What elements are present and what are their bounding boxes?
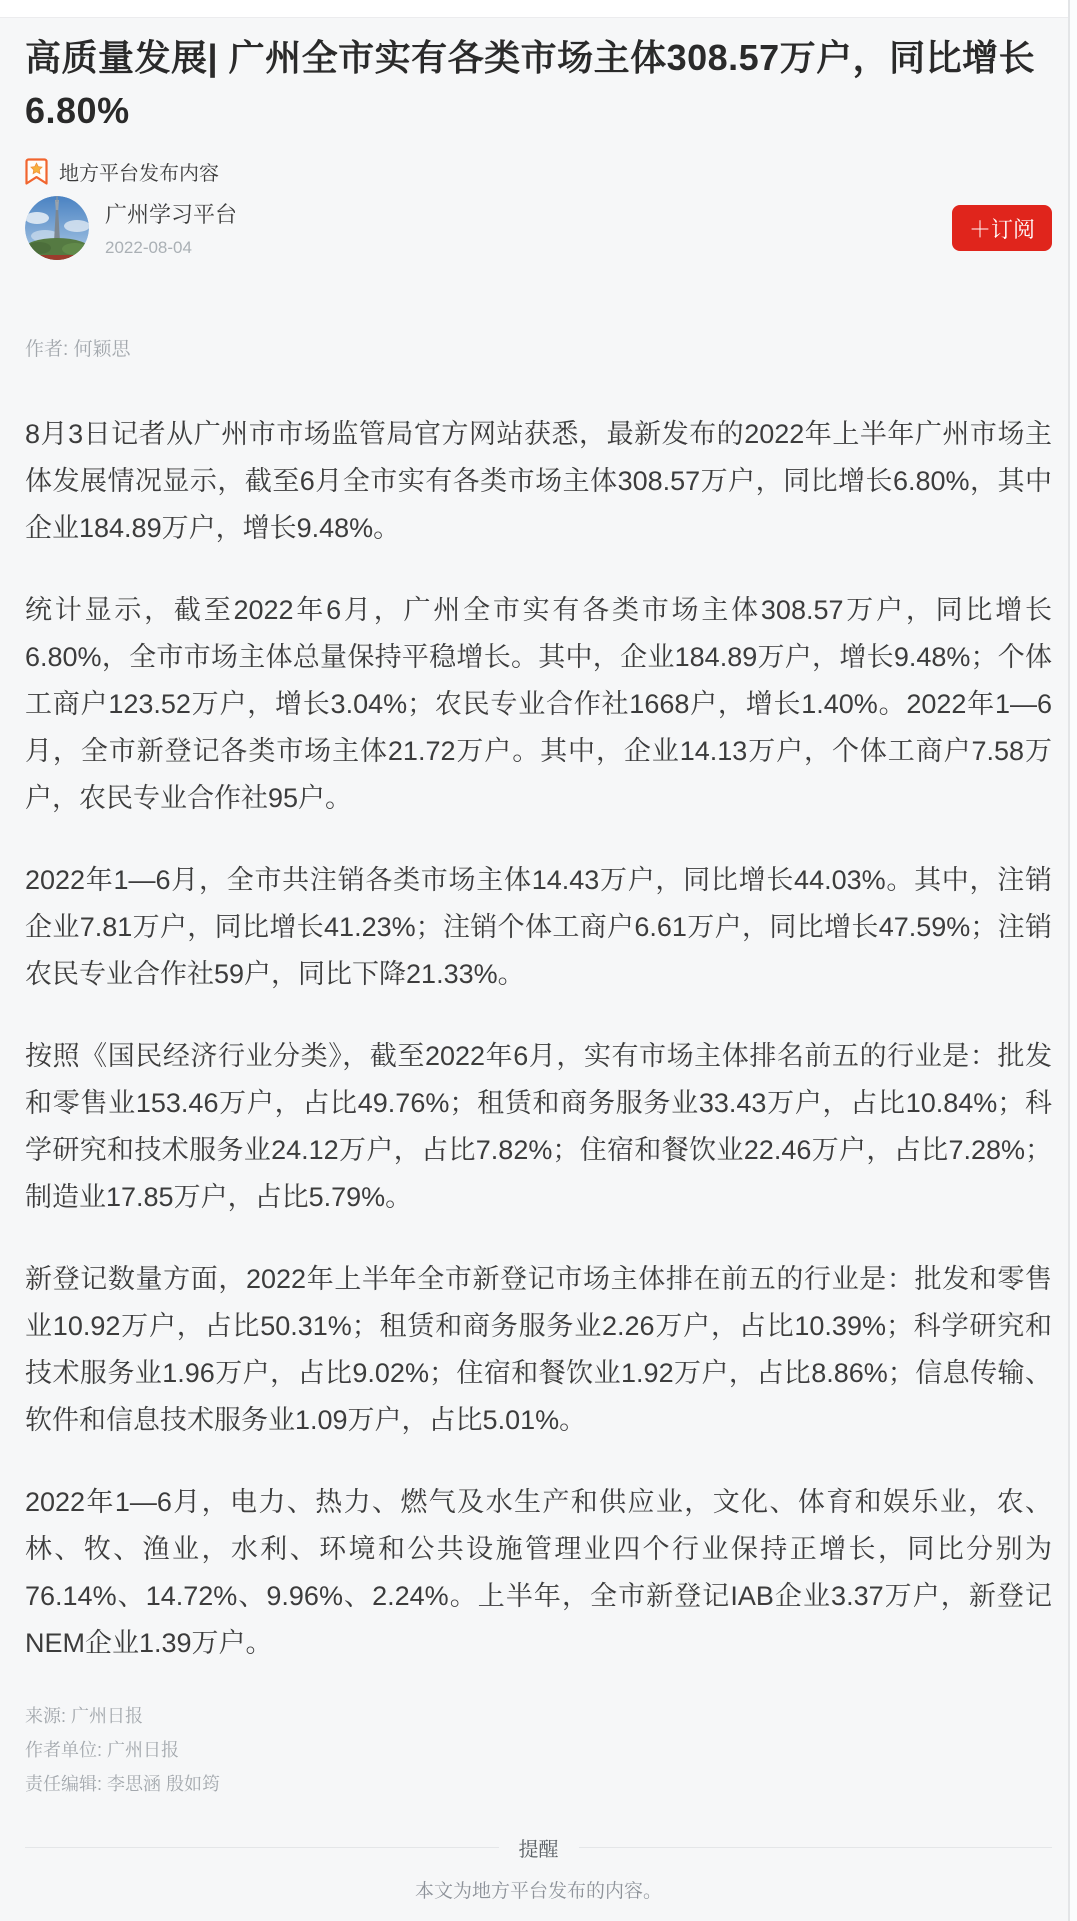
paragraph-3: 2022年1—6月，全市共注销各类市场主体14.43万户，同比增长44.03%。其中，注销企业7.81万户，同比增长41.23%；注销个体工商户6.61万户，同比增长47.59%；注销农民专业合作社59户，同比下降21.33%。 bbox=[25, 865, 1052, 989]
source-line: 来源: 广州日报 bbox=[25, 1706, 144, 1726]
platform-badge bbox=[25, 157, 1052, 186]
page-title: 高质量发展| 广州全市实有各类市场主体308.57万户，同比增长6.80% bbox=[25, 37, 1036, 131]
subscribe-button[interactable]: ＋订阅 bbox=[952, 205, 1052, 251]
paragraph-1: 8月3日记者从广州市市场监管局官方网站获悉，最新发布的2022年上半年广州市场主体发展情况显示，截至6月全市实有各类市场主体308.57万户，同比增长6.80%，其中企业184.89万户，增长9.48%。 bbox=[25, 419, 1052, 543]
scrollbar-track[interactable] bbox=[1068, 0, 1077, 1921]
paragraph-2: 统计显示，截至2022年6月，广州全市实有各类市场主体308.57万户，同比增长6.80%，全市市场主体总量保持平稳增长。其中，企业184.89万户，增长9.48%；个体工商户123.52万户，增长3.04%；农民专业合作社1668户，增长1.40%。2022年1—6月，全市新登记各类市场主体21.72万户。其中，企业14.13万户，个体工商户7.58万户，农民专业合作社95户。 bbox=[25, 595, 1052, 813]
paragraph-6: 2022年1—6月，电力、热力、燃气及水生产和供应业，文化、体育和娱乐业，农、林、牧、渔业，水利、环境和公共设施管理业四个行业保持正增长，同比分别为76.14%、14.72%、9.96%、2.24%。上半年，全市新登记IAB企业3.37万户，新登记NEM企业1.39万户。 bbox=[25, 1487, 1052, 1658]
badge-label: 地方平台发布内容 bbox=[59, 163, 219, 185]
publisher-info[interactable] bbox=[105, 198, 237, 258]
editor-line: 责任编辑: 李思涵 殷如筠 bbox=[25, 1774, 221, 1794]
paragraph-4: 按照《国民经济行业分类》，截至2022年6月，实有市场主体排名前五的行业是：批发和零售业153.46万户，占比49.76%；租赁和商务服务业33.43万户，占比10.84%；科学研究和技术服务业24.12万户，占比7.82%；住宿和餐饮业22.46万户，占比7.28%；制造业17.85万户，占比5.79%。 bbox=[25, 1041, 1052, 1212]
author-line: 作者: 何颖思 bbox=[25, 339, 131, 360]
publisher-avatar[interactable] bbox=[25, 196, 89, 260]
divider-line-right bbox=[579, 1847, 1053, 1848]
publish-date: 2022-08-04 bbox=[105, 238, 192, 257]
publisher-name[interactable]: 广州学习平台 bbox=[105, 202, 238, 227]
reminder-title: 提醒 bbox=[518, 1839, 559, 1861]
reminder-divider bbox=[25, 1833, 1052, 1862]
publisher-row bbox=[25, 196, 1052, 260]
paragraph-5: 新登记数量方面，2022年上半年全市新登记市场主体排在前五的行业是：批发和零售业10.92万户，占比50.31%；租赁和商务服务业2.26万户，占比10.39%；科学研究和技术服务业1.96万户，占比9.02%；住宿和餐饮业1.92万户，占比8.86%；信息传输、软件和信息技术服务业1.09万户，占比5.01%。 bbox=[25, 1264, 1052, 1435]
article-page bbox=[0, 31, 1077, 1903]
article-body bbox=[25, 411, 1052, 1667]
bookmark-star-icon bbox=[25, 158, 48, 185]
top-strip bbox=[0, 0, 1077, 18]
author-unit-line: 作者单位: 广州日报 bbox=[25, 1740, 180, 1760]
reminder-note: 本文为地方平台发布的内容。 bbox=[414, 1881, 662, 1902]
article-meta bbox=[25, 1699, 1052, 1801]
divider-line-left bbox=[25, 1847, 499, 1848]
